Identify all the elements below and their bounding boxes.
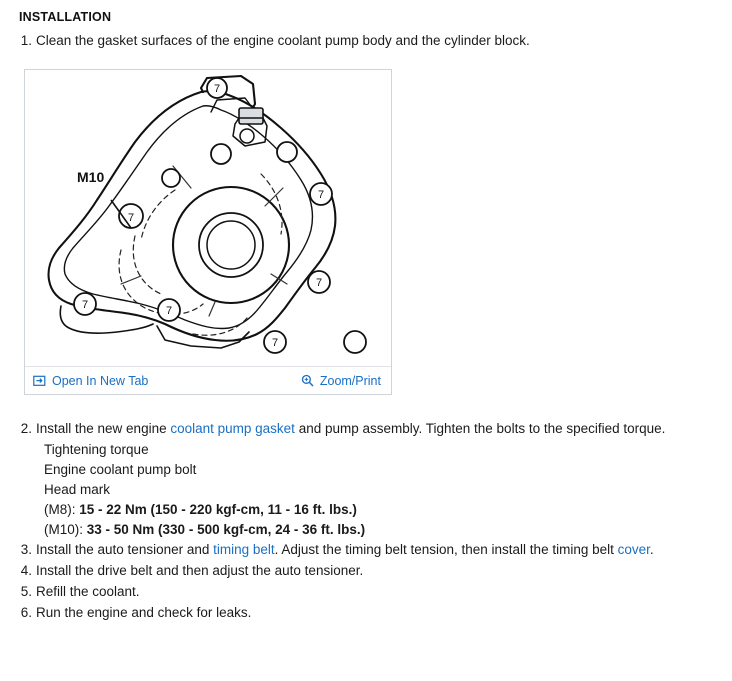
step-6 [14,603,718,623]
step-3-text-c: . [649,542,654,557]
torque-m10-value: 33 - 50 Nm (330 - 500 kgf-cm, 24 - 36 ft. lbs.) [86,522,366,537]
torque-m10-label: (M10): [44,522,87,537]
link-coolant-pump-gasket[interactable]: coolant pump gasket [170,421,295,436]
open-in-new-tab-button[interactable] [33,374,148,388]
step-3-text-a: Install the auto tensioner and [36,542,214,557]
step-2-number: 2. [20,421,32,436]
magnifier-icon [301,374,314,387]
page-title: INSTALLATION [19,10,112,24]
bolt-mark: 7 [315,277,323,289]
open-in-new-tab-label: Open In New Tab [52,373,149,388]
bolt-mark: 7 [81,299,89,311]
step-1 [14,31,718,51]
link-timing-belt[interactable]: timing belt [213,542,275,557]
bolt-mark: 7 [317,189,325,201]
step-4-number: 4. [20,563,32,578]
step-1-text: Clean the gasket surfaces of the engine coolant pump body and the cylinder block. [36,33,530,48]
step-2-text-b: and pump assembly. Tighten the bolts to the specified torque. [294,421,666,436]
torque-m8-value: 15 - 22 Nm (150 - 220 kgf-cm, 11 - 16 ft. lbs.) [79,502,357,517]
step-3-text-b: . Adjust the timing belt tension, then install the timing belt [274,542,618,557]
step-5 [14,582,718,602]
figure-toolbar [25,366,391,394]
bolt-mark: 7 [271,337,279,349]
step-2 [14,419,718,439]
step-2-text-a: Install the new engine [36,421,171,436]
torque-head-mark: Head mark [44,482,111,497]
link-cover[interactable]: cover [617,542,650,557]
zoom-print-label: Zoom/Print [319,373,381,388]
torque-m8-row [14,500,718,520]
step-4 [14,561,718,581]
step-6-text: Run the engine and check for leaks. [36,605,252,620]
step-5-number: 5. [20,584,32,599]
figure-image[interactable] [25,70,391,366]
steps-list [14,419,718,623]
bolt-mark: 7 [213,83,221,95]
torque-m8-label: (M8): [44,502,80,517]
figure-container [24,69,392,395]
step-6-number: 6. [20,605,32,620]
step-3-number: 3. [20,542,32,557]
bolt-mark: 7 [127,212,135,224]
step-5-text: Refill the coolant. [36,584,140,599]
step-4-text: Install the drive belt and then adjust the auto tensioner. [36,563,364,578]
external-link-icon [33,374,46,387]
step-1-number: 1. [20,33,32,48]
figure-callout-m10: M10 [77,169,105,185]
torque-heading: Tightening torque [44,442,149,457]
step-3 [14,540,718,560]
zoom-print-button[interactable] [301,374,381,388]
torque-m10-row [14,520,718,540]
torque-component: Engine coolant pump bolt [44,462,197,477]
bolt-mark: 7 [165,305,173,317]
